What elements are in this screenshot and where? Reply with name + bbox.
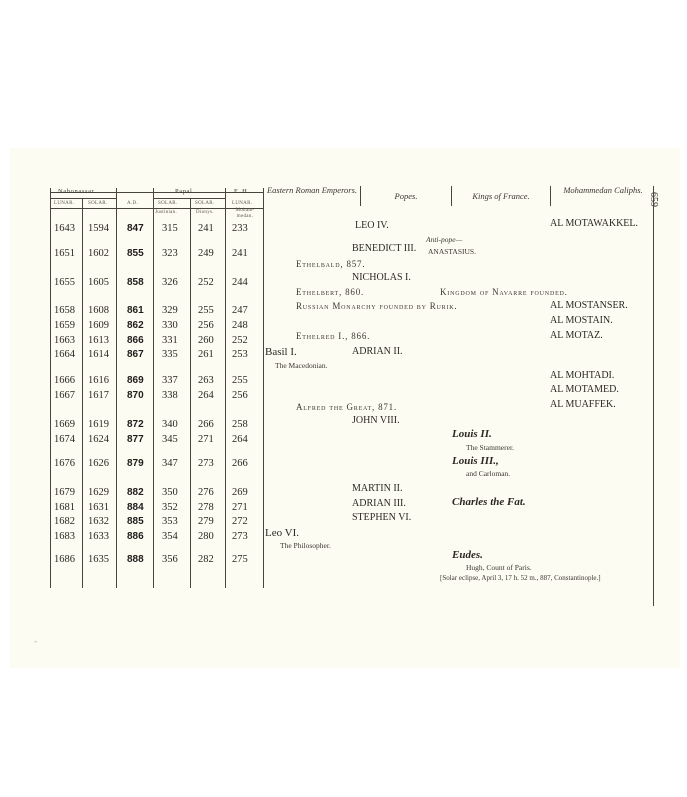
cell-solar: 1605 — [88, 277, 109, 288]
cell-fh: 271 — [232, 502, 248, 513]
emperor-leo-vi: Leo VI. — [265, 527, 300, 539]
header-solar: SOLAR. — [88, 201, 108, 206]
cell-fh: 264 — [232, 434, 248, 445]
pope-john-viii: JOHN VIII. — [352, 415, 400, 426]
cell-pd: 260 — [198, 335, 214, 346]
header-papal-justinian: Justinian. — [155, 210, 178, 215]
louis-and-carloman: and Carloman. — [466, 469, 511, 478]
cell-ad: 888 — [127, 554, 144, 565]
king-ethelbald: Ethelbald, 857. — [296, 259, 366, 269]
cell-lunar: 1658 — [54, 305, 75, 316]
louis-the-stammerer: The Stammerer. — [466, 443, 514, 452]
header-papal-solar-2: SOLAR. — [195, 201, 215, 206]
cell-ad: 870 — [127, 390, 144, 401]
cell-pj: 340 — [162, 419, 178, 430]
cell-pd: 255 — [198, 305, 214, 316]
cell-ad: 886 — [127, 531, 144, 542]
pope-adrian-ii: ADRIAN II. — [352, 346, 403, 357]
cell-lunar: 1682 — [54, 516, 75, 527]
cell-solar: 1594 — [88, 223, 109, 234]
page-number: 659 — [648, 192, 659, 207]
cell-pd: 273 — [198, 458, 214, 469]
events-rule-1 — [360, 186, 361, 206]
leo-the-philosopher: The Philosopher. — [280, 541, 331, 550]
cell-solar: 1614 — [88, 349, 109, 360]
cell-pd: 256 — [198, 320, 214, 331]
cell-solar: 1602 — [88, 248, 109, 259]
header-eastern-roman: Eastern Roman Emperors. — [266, 185, 358, 195]
cell-pj: 329 — [162, 305, 178, 316]
cell-lunar: 1686 — [54, 554, 75, 565]
cell-ad: 885 — [127, 516, 144, 527]
king-ethelbert: Ethelbert, 860. — [296, 287, 365, 297]
cell-fh: 275 — [232, 554, 248, 565]
cell-ad: 869 — [127, 375, 144, 386]
cell-fh: 248 — [232, 320, 248, 331]
cell-ad: 855 — [127, 248, 144, 259]
basil-the-macedonian: The Macedonian. — [275, 361, 328, 370]
cell-pj: 347 — [162, 458, 178, 469]
cell-ad: 858 — [127, 277, 144, 288]
cell-pd: 271 — [198, 434, 214, 445]
cell-pd: 276 — [198, 487, 214, 498]
header-ad: A.D. — [127, 201, 138, 206]
cell-pd: 249 — [198, 248, 214, 259]
cell-ad: 872 — [127, 419, 144, 430]
cell-pj: 335 — [162, 349, 178, 360]
col-rule-2 — [116, 188, 117, 588]
king-ethelred: Ethelred I., 866. — [296, 331, 371, 341]
cell-fh: 252 — [232, 335, 248, 346]
cell-solar: 1632 — [88, 516, 109, 527]
col-rule-4 — [190, 198, 191, 588]
cell-pj: 331 — [162, 335, 178, 346]
header-papal: Papal. — [175, 188, 195, 195]
cell-pj: 352 — [162, 502, 178, 513]
cell-fh: 272 — [232, 516, 248, 527]
pope-leo-iv: LEO IV. — [355, 220, 389, 231]
cell-ad: 879 — [127, 458, 144, 469]
anti-pope-label: Anti-pope— — [426, 235, 463, 244]
header-papal-dionys: Dionys. — [196, 210, 214, 215]
cell-fh: 233 — [232, 223, 248, 234]
cell-fh: 247 — [232, 305, 248, 316]
pope-adrian-iii: ADRIAN III. — [352, 498, 406, 509]
cell-solar: 1616 — [88, 375, 109, 386]
cell-solar: 1624 — [88, 434, 109, 445]
emperor-basil-i: Basil I. — [265, 346, 297, 358]
papal-rule — [153, 198, 225, 199]
cell-lunar: 1679 — [54, 487, 75, 498]
cell-solar: 1633 — [88, 531, 109, 542]
king-louis-ii: Louis II. — [452, 428, 492, 440]
cell-solar: 1613 — [88, 335, 109, 346]
events-rule-4 — [653, 186, 654, 606]
col-rule-1 — [82, 198, 83, 588]
cell-ad: 862 — [127, 320, 144, 331]
anti-pope-anastasius: ANASTASIUS. — [428, 247, 476, 256]
cell-lunar: 1659 — [54, 320, 75, 331]
col-rule-5 — [225, 188, 226, 588]
cell-pd: 280 — [198, 531, 214, 542]
cell-solar: 1626 — [88, 458, 109, 469]
cell-pj: 345 — [162, 434, 178, 445]
cell-fh: 266 — [232, 458, 248, 469]
kingdom-of-navarre: Kingdom of Navarre founded. — [440, 287, 568, 297]
header-fh: F. H. — [234, 188, 250, 195]
cell-solar: 1619 — [88, 419, 109, 430]
pope-stephen-vi: STEPHEN VI. — [352, 512, 412, 523]
cell-pj: 338 — [162, 390, 178, 401]
cell-lunar: 1651 — [54, 248, 75, 259]
nabonassar-rule — [50, 198, 116, 199]
col-rule-3 — [153, 188, 154, 588]
king-louis-iii: Louis III., — [452, 455, 499, 467]
cell-lunar: 1676 — [54, 458, 75, 469]
cell-ad: 884 — [127, 502, 144, 513]
cell-fh: 269 — [232, 487, 248, 498]
cell-fh: 258 — [232, 419, 248, 430]
cell-solar: 1635 — [88, 554, 109, 565]
cell-solar: 1617 — [88, 390, 109, 401]
cell-lunar: 1667 — [54, 390, 75, 401]
cell-pj: 353 — [162, 516, 178, 527]
caliph-al-mostain: AL MOSTAIN. — [550, 315, 613, 326]
header-popes: Popes. — [394, 191, 418, 201]
header-fh-mohammedan: Moham-medan. — [235, 208, 255, 219]
cell-ad: 847 — [127, 223, 144, 234]
caliph-al-motaz: AL MOTAZ. — [550, 330, 603, 341]
cell-pd: 266 — [198, 419, 214, 430]
cell-solar: 1631 — [88, 502, 109, 513]
cell-fh: 241 — [232, 248, 248, 259]
col-rule-6 — [263, 188, 264, 588]
header-kings-of-france: Kings of France. — [472, 191, 530, 201]
cell-lunar: 1664 — [54, 349, 75, 360]
russian-monarchy: Russian Monarchy founded by Rurik. — [296, 301, 458, 311]
cell-solar: 1629 — [88, 487, 109, 498]
events-rule-3 — [550, 186, 551, 206]
events-rule-2 — [451, 186, 452, 206]
header-mohammedan-caliphs: Mohammedan Caliphs. — [563, 185, 643, 195]
header-nabonassar: Nabonassar. — [58, 188, 97, 195]
cell-pd: 282 — [198, 554, 214, 565]
caliph-al-motamed: AL MOTAMED. — [550, 384, 619, 395]
caliph-al-mohtadi: AL MOHTADI. — [550, 370, 615, 381]
page-sheet — [10, 148, 680, 668]
cell-pj: 326 — [162, 277, 178, 288]
cell-pd: 261 — [198, 349, 214, 360]
cell-lunar: 1663 — [54, 335, 75, 346]
cell-ad: 861 — [127, 305, 144, 316]
cell-ad: 866 — [127, 335, 144, 346]
cell-solar: 1609 — [88, 320, 109, 331]
header-papal-solar-1: SOLAR. — [158, 201, 178, 206]
header-fh-lunar: LUNAR. — [232, 201, 253, 206]
cell-lunar: 1643 — [54, 223, 75, 234]
king-eudes: Eudes. — [452, 549, 483, 561]
cell-fh: 253 — [232, 349, 248, 360]
cell-lunar: 1681 — [54, 502, 75, 513]
king-alfred-the-great: Alfred the Great, 871. — [296, 402, 398, 412]
cell-fh: 244 — [232, 277, 248, 288]
margin-mark: ~ — [34, 640, 38, 646]
cell-pd: 252 — [198, 277, 214, 288]
cell-fh: 273 — [232, 531, 248, 542]
cell-ad: 882 — [127, 487, 144, 498]
cell-pj: 356 — [162, 554, 178, 565]
cell-lunar: 1669 — [54, 419, 75, 430]
cell-lunar: 1674 — [54, 434, 75, 445]
cell-pd: 279 — [198, 516, 214, 527]
cell-lunar: 1683 — [54, 531, 75, 542]
cell-pj: 330 — [162, 320, 178, 331]
caliph-al-muaffek: AL MUAFFEK. — [550, 399, 616, 410]
cell-solar: 1608 — [88, 305, 109, 316]
pope-martin-ii: MARTIN II. — [352, 483, 403, 494]
cell-pj: 354 — [162, 531, 178, 542]
caliph-al-motawakkel: AL MOTAWAKKEL. — [550, 218, 639, 229]
cell-fh: 255 — [232, 375, 248, 386]
cell-ad: 877 — [127, 434, 144, 445]
cell-fh: 256 — [232, 390, 248, 401]
cell-pd: 241 — [198, 223, 214, 234]
cell-pd: 278 — [198, 502, 214, 513]
caliph-al-mostanser: AL MOSTANSER. — [550, 300, 628, 311]
header-lunar: LUNAR. — [54, 201, 75, 206]
cell-pj: 350 — [162, 487, 178, 498]
cell-lunar: 1666 — [54, 375, 75, 386]
col-rule-left — [50, 188, 51, 588]
pope-benedict-iii: BENEDICT III. — [352, 243, 417, 254]
cell-pj: 337 — [162, 375, 178, 386]
hugh-count-of-paris: Hugh, Count of Paris. — [466, 563, 532, 572]
cell-pj: 323 — [162, 248, 178, 259]
cell-pd: 263 — [198, 375, 214, 386]
cell-ad: 867 — [127, 349, 144, 360]
cell-lunar: 1655 — [54, 277, 75, 288]
cell-pj: 315 — [162, 223, 178, 234]
pope-nicholas-i: NICHOLAS I. — [352, 272, 411, 283]
king-charles-the-fat: Charles the Fat. — [452, 496, 526, 508]
solar-eclipse-note: [Solar eclipse, April 3, 17 h. 52 m., 887, Constantinople.] — [440, 574, 601, 582]
cell-pd: 264 — [198, 390, 214, 401]
